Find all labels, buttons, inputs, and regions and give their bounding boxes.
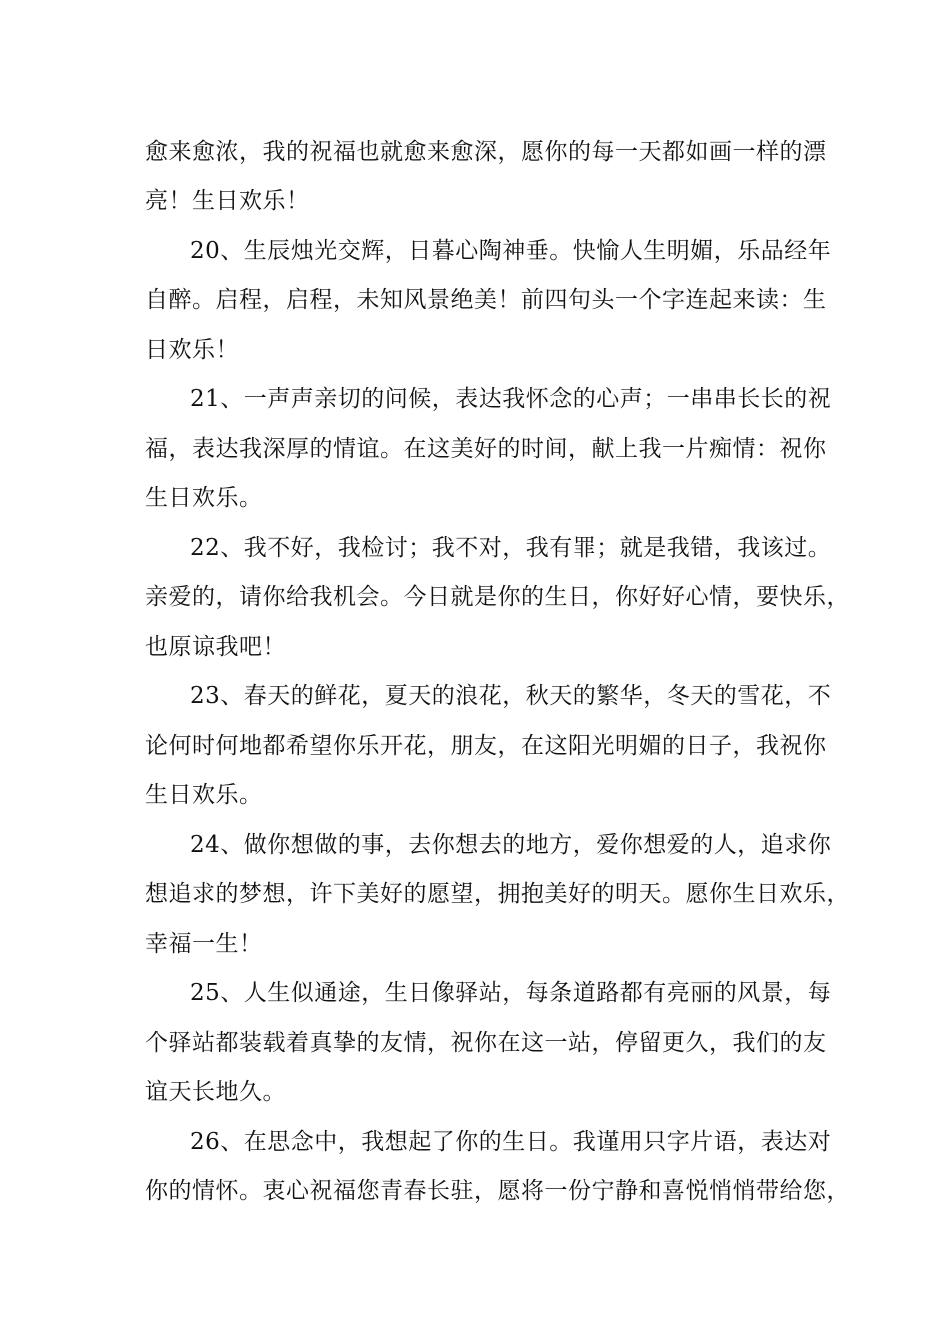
text-line: 日欢乐！ — [145, 337, 239, 363]
text-line: 亮！生日欢乐！ — [145, 188, 310, 214]
paragraph-start-line: 24、做你想做的事，去你想去的地方，爱你想爱的人，追求你 — [190, 832, 832, 858]
text-line: 愈来愈浓，我的祝福也就愈来愈深，愿你的每一天都如画一样的漂 — [145, 139, 827, 165]
text-line: 生日欢乐。 — [145, 485, 263, 511]
text-line: 自醉。启程，启程，未知风景绝美！前四句头一个字连起来读：生 — [145, 287, 827, 313]
paragraph-start-line: 23、春天的鲜花，夏天的浪花，秋天的繁华，冬天的雪花，不 — [190, 683, 832, 709]
text-line: 你的情怀。衷心祝福您青春长驻，愿将一份宁静和喜悦悄悄带给您， — [145, 1178, 850, 1204]
paragraph-start-line: 26、在思念中，我想起了你的生日。我谨用只字片语，表达对 — [190, 1129, 832, 1155]
text-line: 想追求的梦想，许下美好的愿望，拥抱美好的明天。愿你生日欢乐， — [145, 881, 850, 907]
text-line: 生日欢乐。 — [145, 782, 263, 808]
paragraph-start-line: 21、一声声亲切的问候，表达我怀念的心声；一串串长长的祝 — [190, 386, 832, 412]
text-line: 个驿站都装载着真挚的友情，祝你在这一站，停留更久，我们的友 — [145, 1030, 827, 1056]
text-line: 论何时何地都希望你乐开花，朋友，在这阳光明媚的日子，我祝你 — [145, 733, 827, 759]
text-line: 福，表达我深厚的情谊。在这美好的时间，献上我一片痴情：祝你 — [145, 436, 827, 462]
paragraph-start-line: 22、我不好，我检讨；我不对，我有罪；就是我错，我该过。 — [190, 535, 832, 561]
text-line: 谊天长地久。 — [145, 1079, 286, 1105]
text-line: 亲爱的，请你给我机会。今日就是你的生日，你好好心情，要快乐， — [145, 584, 850, 610]
paragraph-start-line: 20、生辰烛光交辉，日暮心陶神垂。快愉人生明媚，乐品经年 — [190, 238, 832, 264]
paragraph-start-line: 25、人生似通途，生日像驿站，每条道路都有亮丽的风景，每 — [190, 980, 832, 1006]
text-line: 幸福一生！ — [145, 931, 263, 957]
text-line: 也原谅我吧！ — [145, 634, 286, 660]
